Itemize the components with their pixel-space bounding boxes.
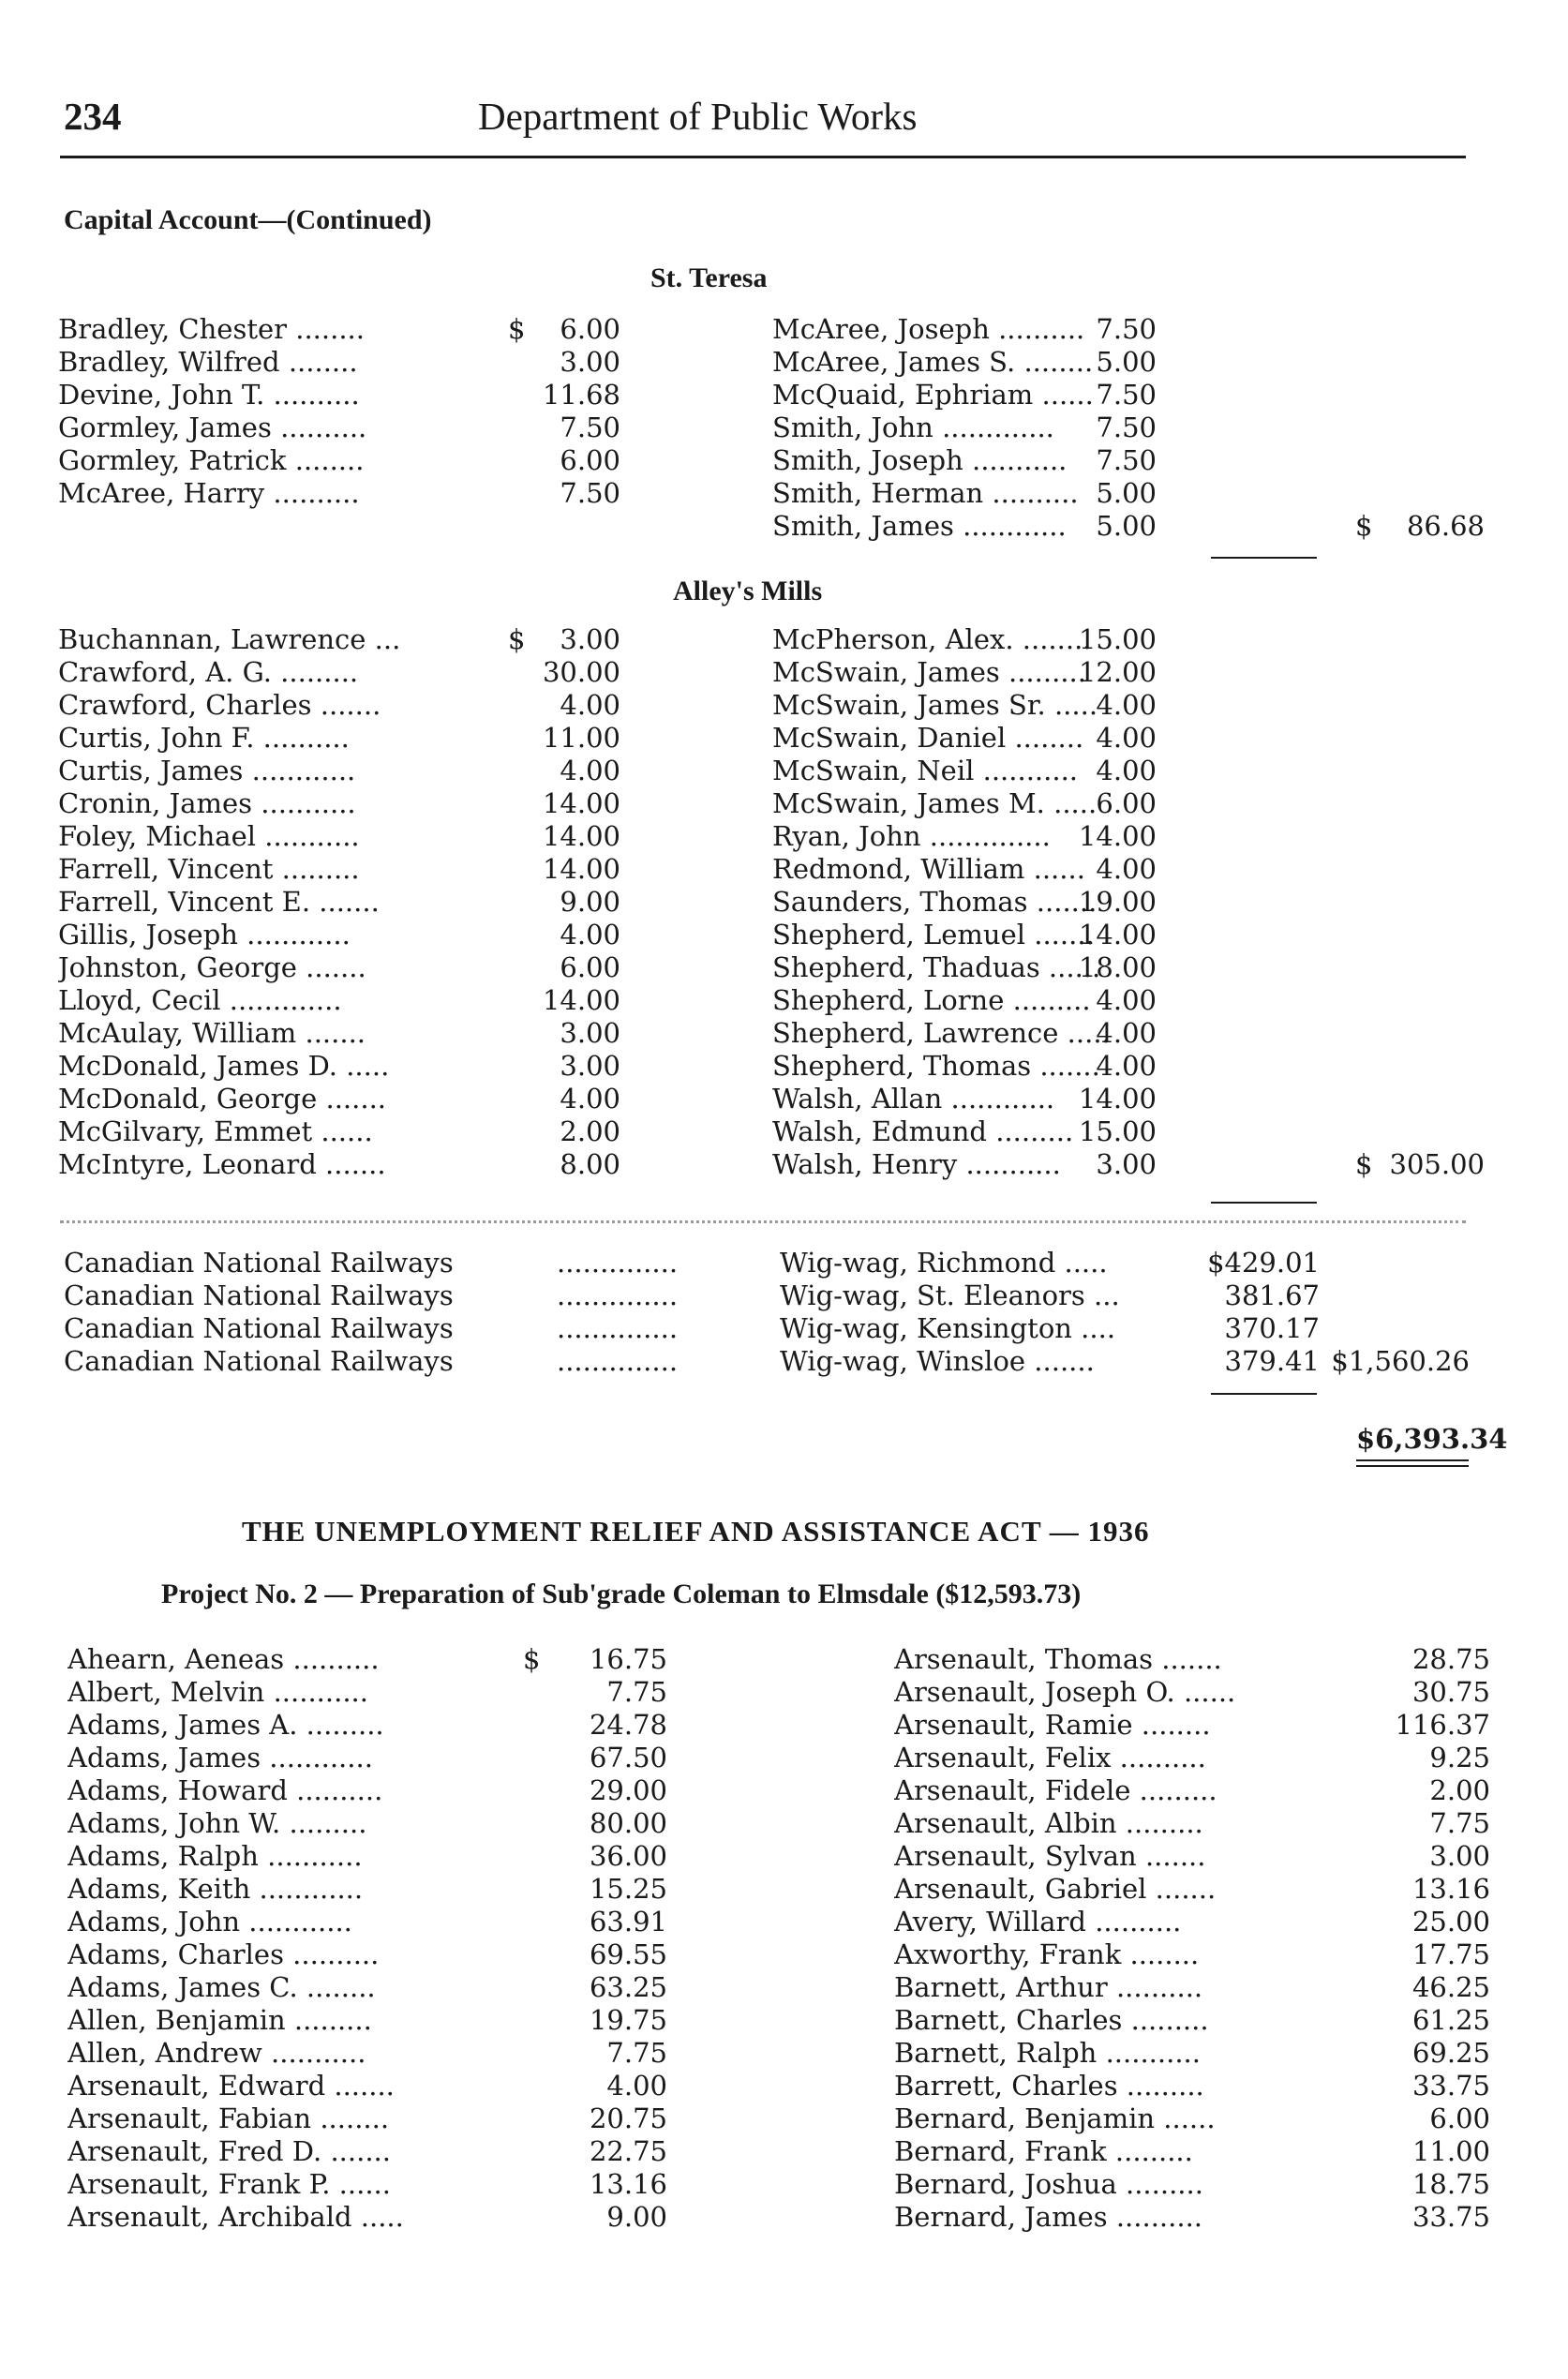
entry-name: Walsh, Edmund ......... xyxy=(772,1115,1074,1147)
entry-name: Shepherd, Thomas ....... xyxy=(772,1050,1100,1082)
entry-name: Arsenault, Fabian ........ xyxy=(67,2102,390,2134)
entry-name: Adams, James A. ......... xyxy=(67,1709,384,1741)
entry-name: Allen, Andrew ........... xyxy=(67,2037,366,2069)
entry-amount: 9.00 xyxy=(606,2201,667,2233)
railways-total-rule xyxy=(1211,1393,1317,1395)
alleys-mills-total-rule xyxy=(1211,1202,1317,1204)
list-item xyxy=(67,2200,667,2234)
section-heading-alleys-mills: Alley's Mills xyxy=(673,576,823,606)
list-item xyxy=(894,1839,1490,1873)
entry-name: Buchannan, Lawrence ... xyxy=(58,623,401,655)
entry-name: Avery, Willard .......... xyxy=(894,1906,1182,1938)
entry-amount: 11.00 xyxy=(542,722,620,754)
capital-heading: Capital Account—(Continued) xyxy=(64,204,432,235)
entry-amount: 11.68 xyxy=(542,379,620,411)
entry-name: Ahearn, Aeneas .......... xyxy=(67,1643,380,1675)
entry-name: Allen, Benjamin ......... xyxy=(67,2004,372,2036)
entry-amount: 6.00 xyxy=(1429,2102,1490,2134)
railway-row xyxy=(64,1247,1470,1279)
entry-amount: 30.75 xyxy=(1411,1676,1490,1708)
page-number: 234 xyxy=(64,95,122,138)
entry-amount: 69.55 xyxy=(589,1938,667,1970)
entry-amount: 7.50 xyxy=(560,411,620,443)
list-item xyxy=(58,786,620,820)
entry-name: Arsenault, Fidele ......... xyxy=(894,1774,1217,1806)
entry-amount: 16.75 xyxy=(589,1643,667,1675)
entry-amount: 6.00 xyxy=(1096,787,1157,819)
entry-name: Smith, Joseph ........... xyxy=(772,444,1068,476)
entry-amount: 3.00 xyxy=(560,623,620,655)
list-item xyxy=(894,1806,1490,1840)
entry-name: McAree, Harry .......... xyxy=(58,477,360,509)
list-item xyxy=(772,1147,1485,1181)
list-item xyxy=(772,950,1485,984)
entry-name: McQuaid, Ephriam ...... xyxy=(772,379,1094,411)
railway-company: Canadian National Railways xyxy=(64,1279,454,1311)
entry-name: Arsenault, Thomas ....... xyxy=(894,1643,1222,1675)
total-dollar-sign: $ xyxy=(1355,510,1373,542)
entry-name: McSwain, Neil ........... xyxy=(772,755,1079,786)
entry-amount: 3.00 xyxy=(560,1050,620,1082)
list-item xyxy=(772,655,1485,689)
list-item xyxy=(894,2003,1490,2037)
list-item xyxy=(58,345,620,379)
entry-name: Adams, James C. ........ xyxy=(67,1971,376,2003)
entry-name: Shepherd, Lemuel ....... xyxy=(772,919,1095,950)
entry-name: Walsh, Allan ............ xyxy=(772,1083,1055,1115)
list-item xyxy=(894,1872,1490,1906)
list-item xyxy=(772,476,1485,510)
entry-name: Barnett, Ralph ........... xyxy=(894,2037,1201,2069)
list-item xyxy=(58,1115,620,1148)
list-item xyxy=(894,1642,1490,1676)
list-item xyxy=(58,852,620,886)
list-item xyxy=(894,1970,1490,2004)
entry-amount: 4.00 xyxy=(606,2070,667,2102)
entry-amount: 5.00 xyxy=(1096,477,1157,509)
entry-name: Arsenault, Ramie ........ xyxy=(894,1709,1211,1741)
entry-name: McSwain, James Sr. ..... xyxy=(772,689,1098,721)
entry-amount: 15.00 xyxy=(1078,623,1157,655)
entry-amount: 4.00 xyxy=(560,755,620,786)
list-item xyxy=(894,2069,1490,2102)
entry-amount: 14.00 xyxy=(542,820,620,852)
grand-total-rule-1 xyxy=(1356,1459,1469,1461)
entry-amount: 14.00 xyxy=(1078,919,1157,950)
entry-amount: 5.00 xyxy=(1096,510,1157,542)
list-item xyxy=(67,1872,667,1906)
list-item xyxy=(894,2167,1490,2201)
list-item xyxy=(67,1642,667,1676)
railway-row xyxy=(64,1312,1470,1345)
dollar-sign: $ xyxy=(523,1643,541,1675)
entry-amount: 63.91 xyxy=(589,1906,667,1938)
entry-name: Smith, Herman .......... xyxy=(772,477,1079,509)
entry-name: Barnett, Charles ......... xyxy=(894,2004,1209,2036)
entry-name: Bernard, Joshua ......... xyxy=(894,2168,1203,2200)
list-item xyxy=(58,950,620,984)
entry-name: Crawford, A. G. ......... xyxy=(58,656,359,688)
list-item xyxy=(58,918,620,951)
entry-amount: 80.00 xyxy=(589,1807,667,1839)
section-divider xyxy=(60,1220,1466,1223)
list-item xyxy=(67,1675,667,1709)
entry-amount: 6.00 xyxy=(560,444,620,476)
railway-company: Canadian National Railways xyxy=(64,1312,454,1344)
list-item xyxy=(58,688,620,722)
entry-amount: 2.00 xyxy=(1429,1774,1490,1806)
entry-name: Adams, John W. ......... xyxy=(67,1807,367,1839)
list-item xyxy=(67,1970,667,2004)
railway-item: Wig-wag, Winsloe ....... xyxy=(780,1345,1095,1377)
entry-amount: 67.50 xyxy=(589,1742,667,1773)
entry-name: Arsenault, Edward ....... xyxy=(67,2070,395,2102)
entry-name: Redmond, William ...... xyxy=(772,853,1085,885)
entry-name: Adams, Ralph ........... xyxy=(67,1840,363,1872)
subtotal: 305.00 xyxy=(1389,1148,1485,1180)
list-item xyxy=(772,312,1485,346)
entry-amount: 36.00 xyxy=(589,1840,667,1872)
total-dollar-sign: $ xyxy=(1355,1148,1373,1180)
entry-name: McDonald, George ....... xyxy=(58,1083,387,1115)
list-item xyxy=(772,509,1485,543)
list-item xyxy=(67,2134,667,2168)
railway-amount: 379.41 xyxy=(1224,1345,1320,1377)
list-item xyxy=(772,852,1485,886)
list-item xyxy=(772,885,1485,919)
list-item xyxy=(772,345,1485,379)
entry-amount: 14.00 xyxy=(542,787,620,819)
entry-name: Shepherd, Lorne ......... xyxy=(772,984,1091,1016)
entry-amount: 19.75 xyxy=(589,2004,667,2036)
entry-amount: 33.75 xyxy=(1411,2070,1490,2102)
list-item xyxy=(772,411,1485,444)
entry-amount: 116.37 xyxy=(1395,1709,1490,1741)
railway-company: Canadian National Railways xyxy=(64,1345,454,1377)
railway-item: Wig-wag, Kensington .... xyxy=(780,1312,1116,1344)
entry-name: Smith, John ............. xyxy=(772,411,1054,443)
list-item xyxy=(772,754,1485,787)
entry-name: Curtis, James ............ xyxy=(58,755,356,786)
entry-name: Adams, Keith ............ xyxy=(67,1873,364,1905)
entry-name: Crawford, Charles ....... xyxy=(58,689,381,721)
railway-amount: $429.01 xyxy=(1207,1247,1320,1279)
railway-total: $1,560.26 xyxy=(1331,1345,1470,1377)
leader-dots: .............. xyxy=(557,1279,679,1311)
entry-name: McSwain, Daniel ........ xyxy=(772,722,1084,754)
header-rule xyxy=(60,156,1466,158)
list-item xyxy=(58,622,620,656)
entry-amount: 13.16 xyxy=(589,2168,667,2200)
list-item xyxy=(772,443,1485,477)
list-item xyxy=(67,2102,667,2135)
entry-amount: 15.00 xyxy=(1078,1115,1157,1147)
list-item xyxy=(58,443,620,477)
list-item xyxy=(894,1938,1490,1971)
entry-amount: 25.00 xyxy=(1411,1906,1490,1938)
list-item xyxy=(58,476,620,510)
entry-amount: 9.00 xyxy=(560,886,620,918)
entry-name: Saunders, Thomas ....... xyxy=(772,886,1098,918)
entry-name: Adams, John ............ xyxy=(67,1906,352,1938)
entry-name: Gillis, Joseph ............ xyxy=(58,919,351,950)
entry-amount: 14.00 xyxy=(542,853,620,885)
entry-name: Ryan, John .............. xyxy=(772,820,1051,852)
entry-amount: 29.00 xyxy=(589,1774,667,1806)
list-item xyxy=(58,721,620,755)
list-item xyxy=(58,1049,620,1083)
entry-amount: 3.00 xyxy=(560,346,620,378)
entry-name: Bernard, James .......... xyxy=(894,2201,1203,2233)
list-item xyxy=(58,411,620,444)
railway-amount: 370.17 xyxy=(1224,1312,1320,1344)
list-item xyxy=(894,2134,1490,2168)
entry-name: Barnett, Arthur .......... xyxy=(894,1971,1203,2003)
entry-amount: 4.00 xyxy=(1096,984,1157,1016)
st-teresa-total-rule xyxy=(1211,557,1317,559)
list-item xyxy=(58,1082,620,1115)
section-heading-st-teresa: St. Teresa xyxy=(650,262,768,293)
entry-amount: 18.75 xyxy=(1411,2168,1490,2200)
entry-name: Farrell, Vincent ......... xyxy=(58,853,360,885)
railway-item: Wig-wag, St. Eleanors ... xyxy=(780,1279,1120,1311)
dollar-sign: $ xyxy=(508,313,526,345)
list-item xyxy=(772,918,1485,951)
entry-amount: 14.00 xyxy=(542,984,620,1016)
entry-amount: 4.00 xyxy=(560,1083,620,1115)
entry-amount: 3.00 xyxy=(560,1017,620,1049)
list-item xyxy=(894,1905,1490,1938)
entry-name: Arsenault, Archibald ..... xyxy=(67,2201,404,2233)
list-item xyxy=(67,2167,667,2201)
list-item xyxy=(58,819,620,853)
entry-name: McSwain, James M. ..... xyxy=(772,787,1098,819)
list-item xyxy=(67,1741,667,1774)
entry-amount: 69.25 xyxy=(1411,2037,1490,2069)
entry-name: Adams, Charles .......... xyxy=(67,1938,380,1970)
entry-amount: 9.25 xyxy=(1429,1742,1490,1773)
entry-amount: 2.00 xyxy=(560,1115,620,1147)
entry-amount: 7.75 xyxy=(606,2037,667,2069)
entry-name: Arsenault, Fred D. ....... xyxy=(67,2135,391,2167)
entry-name: Arsenault, Frank P. ...... xyxy=(67,2168,391,2200)
entry-name: Lloyd, Cecil ............. xyxy=(58,984,342,1016)
entry-amount: 19.00 xyxy=(1078,886,1157,918)
grand-total: $6,393.34 xyxy=(1356,1423,1508,1455)
entry-name: Devine, John T. .......... xyxy=(58,379,360,411)
entry-amount: 15.25 xyxy=(589,1873,667,1905)
grand-total-rule-2 xyxy=(1356,1465,1469,1467)
entry-name: Axworthy, Frank ........ xyxy=(894,1938,1200,1970)
entry-name: Gormley, James .......... xyxy=(58,411,367,443)
entry-amount: 12.00 xyxy=(1078,656,1157,688)
list-item xyxy=(894,1708,1490,1742)
entry-name: Barrett, Charles ......... xyxy=(894,2070,1204,2102)
entry-name: Bradley, Chester ........ xyxy=(58,313,365,345)
entry-name: Walsh, Henry ........... xyxy=(772,1148,1061,1180)
list-item xyxy=(894,1741,1490,1774)
entry-name: Adams, Howard .......... xyxy=(67,1774,383,1806)
entry-name: Johnston, George ....... xyxy=(58,951,366,983)
entry-amount: 5.00 xyxy=(1096,346,1157,378)
entry-amount: 17.75 xyxy=(1411,1938,1490,1970)
list-item xyxy=(894,2036,1490,2070)
project-heading: Project No. 2 — Preparation of Sub'grade Coleman to Elmsdale ($12,593.73) xyxy=(161,1579,1082,1609)
entry-amount: 28.75 xyxy=(1411,1643,1490,1675)
entry-name: Curtis, John F. .......... xyxy=(58,722,350,754)
entry-amount: 4.00 xyxy=(560,919,620,950)
list-item xyxy=(772,786,1485,820)
list-item xyxy=(772,1049,1485,1083)
entry-amount: 7.50 xyxy=(1096,411,1157,443)
railway-row xyxy=(64,1279,1470,1312)
entry-amount: 4.00 xyxy=(560,689,620,721)
leader-dots: .............. xyxy=(557,1345,679,1377)
entry-name: Smith, James ............ xyxy=(772,510,1067,542)
list-item xyxy=(772,688,1485,722)
entry-amount: 20.75 xyxy=(589,2102,667,2134)
list-item xyxy=(894,1675,1490,1709)
list-item xyxy=(58,885,620,919)
entry-amount: 7.50 xyxy=(1096,444,1157,476)
list-item xyxy=(58,754,620,787)
entry-name: McPherson, Alex. ........ xyxy=(772,623,1092,655)
list-item xyxy=(58,983,620,1017)
entry-amount: 8.00 xyxy=(560,1148,620,1180)
entry-name: McAree, Joseph .......... xyxy=(772,313,1085,345)
entry-amount: 3.00 xyxy=(1429,1840,1490,1872)
entry-amount: 63.25 xyxy=(589,1971,667,2003)
railway-amount: 381.67 xyxy=(1224,1279,1320,1311)
entry-amount: 6.00 xyxy=(560,313,620,345)
entry-name: Arsenault, Joseph O. ...... xyxy=(894,1676,1236,1708)
entry-amount: 18.00 xyxy=(1078,951,1157,983)
list-item xyxy=(67,1839,667,1873)
entry-amount: 7.50 xyxy=(1096,313,1157,345)
entry-amount: 6.00 xyxy=(560,951,620,983)
entry-amount: 7.50 xyxy=(560,477,620,509)
list-item xyxy=(58,1147,620,1181)
list-item xyxy=(67,1773,667,1807)
leader-dots: .............. xyxy=(557,1312,679,1344)
entry-amount: 24.78 xyxy=(589,1709,667,1741)
railway-item: Wig-wag, Richmond ..... xyxy=(780,1247,1108,1279)
entry-name: McSwain, James ......... xyxy=(772,656,1086,688)
entry-name: McGilvary, Emmet ...... xyxy=(58,1115,373,1147)
entry-name: Adams, James ............ xyxy=(67,1742,373,1773)
entry-name: Bernard, Frank ......... xyxy=(894,2135,1193,2167)
entry-name: McAree, James S. ........ xyxy=(772,346,1094,378)
entry-name: Shepherd, Thaduas ...... xyxy=(772,951,1101,983)
list-item xyxy=(58,1016,620,1050)
entry-amount: 11.00 xyxy=(1411,2135,1490,2167)
entry-name: Bernard, Benjamin ...... xyxy=(894,2102,1216,2134)
entry-name: Arsenault, Sylvan ....... xyxy=(894,1840,1206,1872)
list-item xyxy=(58,655,620,689)
list-item xyxy=(58,378,620,411)
list-item xyxy=(67,2003,667,2037)
entry-amount: 61.25 xyxy=(1411,2004,1490,2036)
entry-amount: 13.16 xyxy=(1411,1873,1490,1905)
dollar-sign: $ xyxy=(508,623,526,655)
entry-amount: 4.00 xyxy=(1096,755,1157,786)
page-title: Department of Public Works xyxy=(478,95,918,138)
entry-amount: 33.75 xyxy=(1411,2201,1490,2233)
entry-name: Cronin, James ........... xyxy=(58,787,356,819)
entry-name: McAulay, William ....... xyxy=(58,1017,366,1049)
entry-name: McDonald, James D. ..... xyxy=(58,1050,390,1082)
entry-name: Albert, Melvin ........... xyxy=(67,1676,368,1708)
entry-amount: 14.00 xyxy=(1078,1083,1157,1115)
entry-name: McIntyre, Leonard ....... xyxy=(58,1148,386,1180)
entry-amount: 3.00 xyxy=(1096,1148,1157,1180)
list-item xyxy=(772,1082,1485,1115)
list-item xyxy=(772,1115,1485,1148)
entry-amount: 30.00 xyxy=(542,656,620,688)
entry-name: Farrell, Vincent E. ....... xyxy=(58,886,380,918)
entry-amount: 4.00 xyxy=(1096,689,1157,721)
list-item xyxy=(67,1806,667,1840)
list-item xyxy=(772,1016,1485,1050)
list-item xyxy=(772,983,1485,1017)
list-item xyxy=(894,2102,1490,2135)
list-item xyxy=(772,378,1485,411)
list-item xyxy=(772,622,1485,656)
entry-name: Shepherd, Lawrence ..... xyxy=(772,1017,1111,1049)
subtotal: 86.68 xyxy=(1406,510,1485,542)
entry-amount: 14.00 xyxy=(1078,820,1157,852)
entry-amount: 4.00 xyxy=(1096,1017,1157,1049)
list-item xyxy=(67,2036,667,2070)
list-item xyxy=(772,819,1485,853)
entry-name: Foley, Michael ........... xyxy=(58,820,360,852)
entry-amount: 7.75 xyxy=(1429,1807,1490,1839)
entry-amount: 4.00 xyxy=(1096,1050,1157,1082)
entry-name: Arsenault, Albin ......... xyxy=(894,1807,1203,1839)
list-item xyxy=(894,1773,1490,1807)
entry-amount: 4.00 xyxy=(1096,853,1157,885)
entry-name: Bradley, Wilfred ........ xyxy=(58,346,358,378)
list-item xyxy=(67,1905,667,1938)
entry-amount: 4.00 xyxy=(1096,722,1157,754)
list-item xyxy=(67,1708,667,1742)
leader-dots: .............. xyxy=(557,1247,679,1279)
entry-name: Arsenault, Gabriel ....... xyxy=(894,1873,1217,1905)
entry-amount: 22.75 xyxy=(589,2135,667,2167)
entry-amount: 7.75 xyxy=(606,1676,667,1708)
list-item xyxy=(772,721,1485,755)
entry-name: Arsenault, Felix .......... xyxy=(894,1742,1206,1773)
act-heading: THE UNEMPLOYMENT RELIEF AND ASSISTANCE ACT — 1936 xyxy=(242,1515,1150,1548)
railway-company: Canadian National Railways xyxy=(64,1247,454,1279)
entry-amount: 46.25 xyxy=(1411,1971,1490,2003)
list-item xyxy=(67,2069,667,2102)
list-item xyxy=(67,1938,667,1971)
list-item xyxy=(894,2200,1490,2234)
entry-amount: 7.50 xyxy=(1096,379,1157,411)
list-item xyxy=(58,312,620,346)
railway-row xyxy=(64,1345,1470,1378)
entry-name: Gormley, Patrick ........ xyxy=(58,444,365,476)
